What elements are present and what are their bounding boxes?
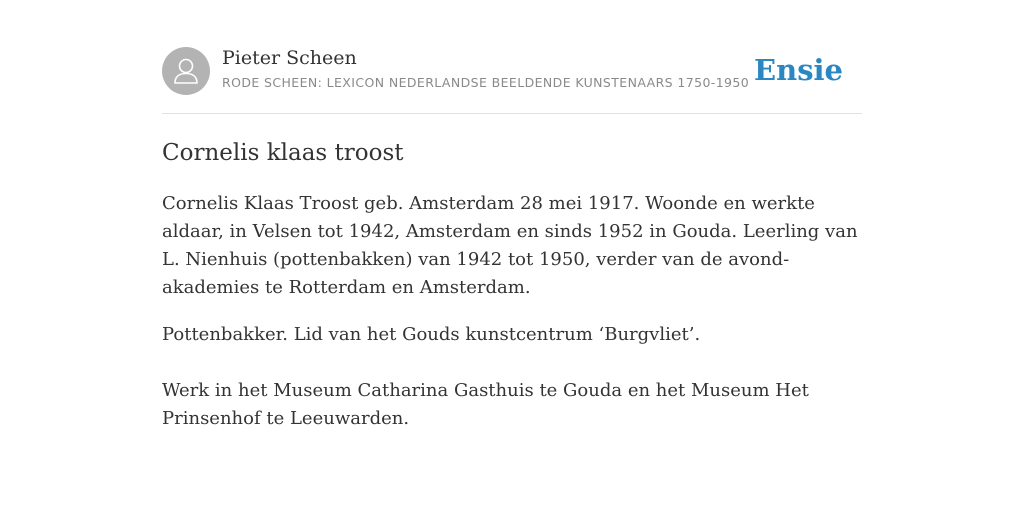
source-label[interactable]: RODE SCHEEN: LEXICON NEDERLANDSE BEELDENDE KUNSTENAARS 1750-1950 — [222, 75, 750, 90]
user-silhouette-icon — [162, 47, 210, 95]
paragraph-biography: Cornelis Klaas Troost geb. Amsterdam 28 mei 1917. Woonde en werkte aldaar, in Velsen tot 1942, Amsterdam en sinds 1952 in Gouda. Leerling van L. Nienhuis (pottenbakken) van 1942 tot 1950, verder van de avond-akademies te Rotterdam en Amsterdam. — [162, 193, 858, 298]
paragraph-collections: Werk in het Museum Catharina Gasthuis te Gouda en het Museum Het Prinsenhof te Leeuwarden. — [162, 380, 809, 429]
article-header — [162, 46, 862, 114]
article-body — [162, 190, 862, 433]
article-title: Cornelis klaas troost — [162, 140, 404, 166]
paragraph-profession: Pottenbakker. Lid van het Gouds kunstcentrum ‘Burgvliet’. — [162, 324, 701, 345]
author-avatar[interactable] — [162, 47, 210, 95]
author-name[interactable]: Pieter Scheen — [222, 47, 357, 69]
ensie-logo[interactable]: Ensie — [754, 53, 843, 87]
